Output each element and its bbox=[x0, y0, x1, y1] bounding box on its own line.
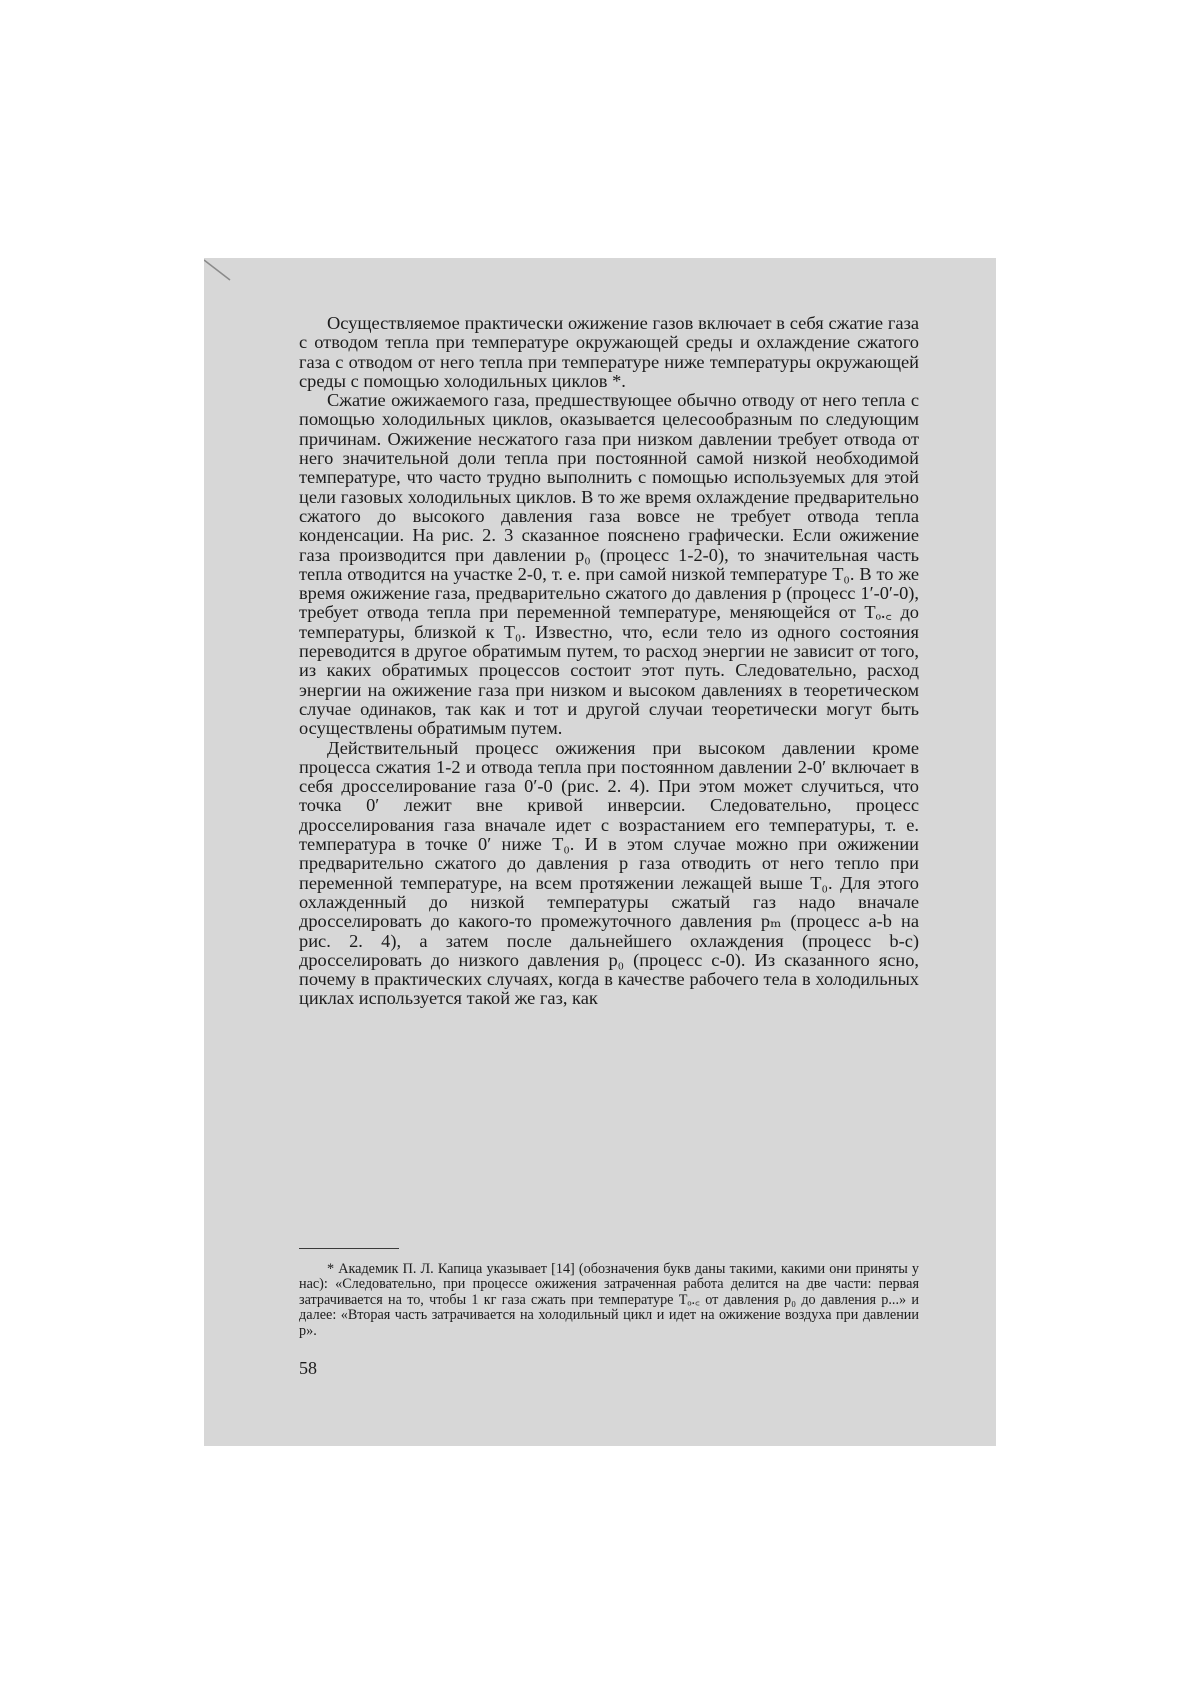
body-text bbox=[299, 314, 919, 1009]
scanned-page bbox=[204, 258, 996, 1446]
page-number: 58 bbox=[299, 1358, 317, 1378]
paragraph-1: Осуществляемое практически ожижение газов включает в себя сжатие газа с отводом тепла при температуре окружающей среды и охлаждение сжатого газа с отводом от него тепла при температуре ниже температуры окружающей среды с помощью холодильных циклов *. bbox=[299, 313, 919, 391]
paragraph-3: Действительный процесс ожижения при высоком давлении кроме процесса сжатия 1-2 и отвода тепла при постоянном давлении 2-0′ включает в себя дросселирование газа 0′-0 (рис. 2. 4). При этом может случиться, что точка 0′ лежит вне кривой инверсии. Следовательно, процесс дросселирования газа вначале идет с возрастанием его температуры, т. е. температура в точке 0′ ниже T₀. И в этом случае можно при ожижении предварительно сжатого до давления p газа отводить от него тепло при переменной температуре, на всем протяжении лежащей выше T₀. Для этого охлажденный до низкой температуры сжатый газ надо вначале дросселировать до какого-то промежуточного давления pₘ (процесс a-b на рис. 2. 4), а затем после дальнейшего охлаждения (процесс b-c) дросселировать до низкого давления p₀ (процесс c-0). Из сказанного ясно, почему в практических случаях, когда в качестве рабочего тела в холодильных циклах используется такой же газ, как bbox=[299, 737, 919, 1009]
paragraph-2: Сжатие ожижаемого газа, предшествующее обычно отводу от него тепла с помощью холодильных циклов, оказывается целесообразным по следующим причинам. Ожижение несжатого газа при низком давлении требует отвода от него значительной доли тепла при постоянной самой низкой необходимой температуре, что часто трудно выполнить с помощью используемых для этой цели газовых холодильных циклов. В то же время охлаждение предварительно сжатого до высокого давления газа вовсе не требует отвода тепла конденсации. На рис. 2. 3 сказанное пояснено графически. Если ожижение газа производится при давлении p₀ (процесс 1-2-0), то значительная часть тепла отводится на участке 2-0, т. е. при самой низкой температуре T₀. В то же время ожижение газа, предварительно сжатого до давления p (процесс 1′-0′-0), требует отвода тепла при переменной температуре, меняющейся от Tₒ.꜀ до температуры, близкой к T₀. Известно, что, если тело из одного состояния переводится в другое обратимым путем, то расход энергии не зависит от того, из каких обратимых процессов состоит этот путь. Следовательно, расход энергии на ожижение газа при низком и высоком давлениях в теоретическом случае одинаков, так как и тот и другой случаи теоретически могут быть осуществлены обратимым путем. bbox=[299, 390, 919, 739]
footnote-divider bbox=[299, 1248, 399, 1249]
footnote: * Академик П. Л. Капица указывает [14] (обозначения букв даны такими, какими они приняты у нас): «Следовательно, при процессе ожижения затраченная работа делится на две части: первая затрачивается на то, чтобы 1 кг газа сжать при температуре Tₒ.꜀ от давления p₀ до давления p...» и далее: «Вторая часть затрачивается на холодильный цикл и идет на ожижение воздуха при давлении p». bbox=[299, 1261, 919, 1339]
page-corner-fold-mark bbox=[204, 258, 244, 298]
